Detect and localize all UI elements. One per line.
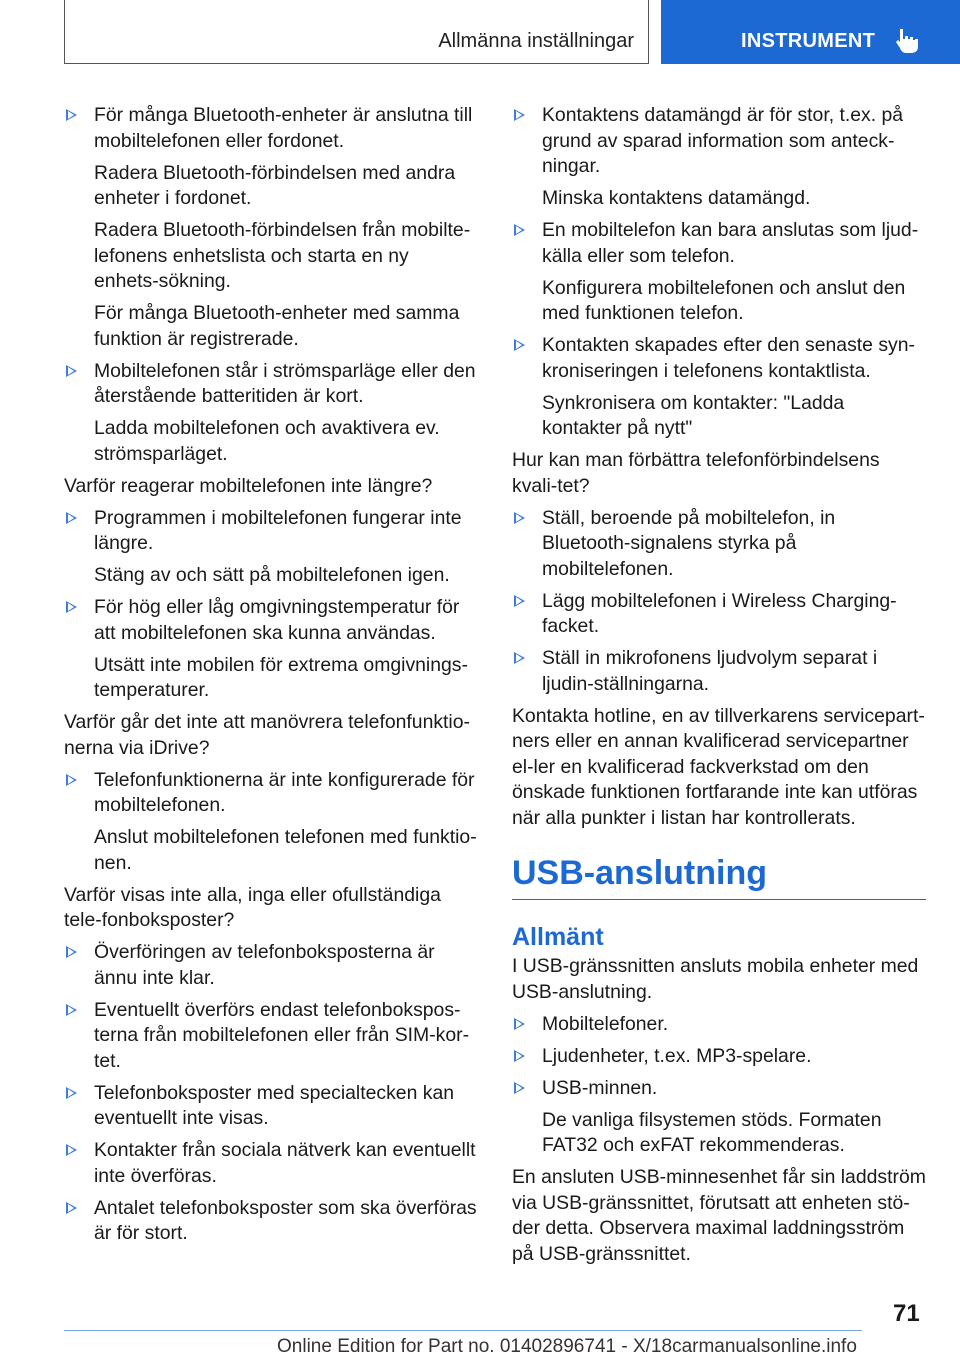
subsection-heading: Allmänt	[512, 923, 604, 951]
list-item-text: Kontakten skapades efter den senaste syn‐kroniseringen i telefonens kontaktlista.	[542, 334, 915, 382]
list-item-text: Ljudenheter, t.ex. MP3-spelare.	[542, 1044, 812, 1067]
list-item-text: Telefonboksposter med specialtecken kan eventuellt inte visas.	[94, 1081, 455, 1129]
paragraph: I USB-gränssnitten ansluts mobila enheter med USB-anslutning.	[512, 955, 919, 1003]
list-item-detail: Stäng av och sätt på mobiltelefonen igen.	[94, 564, 450, 586]
triangle-bullet-icon	[514, 1082, 525, 1094]
list-item-text: USB-minnen.	[542, 1076, 658, 1099]
paragraph: Varför reagerar mobiltelefonen inte längre?	[64, 474, 433, 497]
triangle-bullet-icon	[514, 512, 525, 524]
list-item-detail: Synkronisera om kontakter: "Ladda kontakter på nytt"	[542, 391, 845, 439]
footer-divider	[64, 1330, 862, 1331]
edition-text: Online Edition for Part no. 01402896741 - X/18	[277, 1336, 673, 1357]
list-item-text: Telefonfunktionerna är inte konfigurerade för mobiltelefonen.	[94, 768, 475, 816]
triangle-bullet-icon	[514, 1050, 525, 1062]
page-number: 71	[893, 1300, 920, 1327]
list-item-text: Överföringen av telefonboksposterna är ännu inte klar.	[94, 941, 435, 989]
list-item-text: Eventuellt överförs endast telefonbokspos‐terna från mobiltelefonen eller från SIM-kor‐tet.	[94, 998, 470, 1072]
list-item	[512, 1076, 926, 1102]
list-item	[512, 589, 926, 640]
triangle-bullet-icon	[66, 1144, 77, 1156]
section-label: Allmänna inställningar	[438, 30, 634, 52]
paragraph: Hur kan man förbättra telefonförbindelsens kvali‐tet?	[512, 449, 880, 497]
list-item	[64, 506, 478, 557]
list-item	[64, 940, 478, 991]
list-item	[64, 359, 478, 410]
list-item-detail: Utsätt inte mobilen för extrema omgivnings‐temperaturer.	[94, 653, 468, 701]
list-item	[512, 1044, 926, 1070]
list-item	[512, 646, 926, 697]
paragraph: Varför går det inte att manövrera telefonfunktio‐nerna via iDrive?	[64, 711, 470, 759]
watermark-text: carmanualsonline.info	[672, 1336, 857, 1357]
list-item-text: Lägg mobiltelefonen i Wireless Charging-facket.	[542, 589, 897, 637]
list-item-text: Ställ, beroende på mobiltelefon, in Bluetooth-signalens styrka på mobiltelefonen.	[542, 506, 836, 580]
list-item	[64, 1196, 478, 1247]
list-item	[64, 103, 478, 154]
triangle-bullet-icon	[514, 1018, 525, 1030]
header-section-tab	[64, 0, 649, 64]
section-heading: USB-anslutning	[512, 853, 926, 900]
list-item-detail: De vanliga filsystemen stöds. Formaten FAT32 och exFAT rekommenderas.	[542, 1108, 882, 1156]
header-chapter-tab	[661, 0, 960, 64]
list-item-text: För hög eller låg omgivningstemperatur för att mobiltelefonen ska kunna användas.	[94, 596, 460, 644]
list-item-detail: Radera Bluetooth-förbindelsen från mobilte‐lefonens enhetslista och starta en ny enhets‐sökning.	[94, 219, 471, 292]
paragraph: En ansluten USB-minnesenhet får sin laddström via USB-gränssnittet, förutsatt att enheten stö‐der detta. Observera maximal laddningsström på USB-gränssnittet.	[512, 1166, 926, 1265]
list-item-text: Kontakter från sociala nätverk kan eventuellt inte överföras.	[94, 1139, 476, 1187]
triangle-bullet-icon	[514, 652, 525, 664]
triangle-bullet-icon	[514, 339, 525, 351]
paragraph: Varför visas inte alla, inga eller ofullständiga tele‐fonboksposter?	[64, 883, 441, 931]
triangle-bullet-icon	[514, 595, 525, 607]
chapter-label: INSTRUMENT	[741, 30, 876, 52]
footer-edition-text	[277, 1336, 857, 1358]
left-column	[64, 103, 478, 1253]
triangle-bullet-icon	[66, 1087, 77, 1099]
triangle-bullet-icon	[66, 1004, 77, 1016]
list-item-text: Programmen i mobiltelefonen fungerar inte längre.	[94, 506, 462, 554]
triangle-bullet-icon	[66, 365, 77, 377]
triangle-bullet-icon	[514, 109, 525, 121]
list-item	[64, 1138, 478, 1189]
list-item	[512, 506, 926, 583]
list-item	[512, 218, 926, 269]
list-item-detail: Ladda mobiltelefonen och avaktivera ev. strömsparläget.	[94, 417, 440, 465]
list-item	[64, 998, 478, 1075]
triangle-bullet-icon	[66, 512, 77, 524]
list-item-text: Kontaktens datamängd är för stor, t.ex. på grund av sparad information som anteck‐ningar.	[542, 104, 904, 177]
triangle-bullet-icon	[66, 774, 77, 786]
paragraph: Kontakta hotline, en av tillverkarens servicepart‐ners eller en annan kvalificerad servicepartner el‐ler en kvalificerad fackverkstad om den önskade funktionen fortfarande inte kan utföras när alla punkter i listan har kontrollerats.	[512, 704, 925, 829]
list-item-text: En mobiltelefon kan bara anslutas som ljud‐källa eller som telefon.	[542, 219, 919, 267]
list-item-text: För många Bluetooth-enheter är anslutna till mobiltelefonen eller fordonet.	[94, 104, 473, 152]
list-item	[64, 1081, 478, 1132]
list-item-detail: Minska kontaktens datamängd.	[542, 187, 811, 209]
triangle-bullet-icon	[66, 109, 77, 121]
triangle-bullet-icon	[66, 946, 77, 958]
list-item	[512, 103, 926, 180]
list-item	[64, 768, 478, 819]
list-item-detail: Radera Bluetooth-förbindelsen med andra enheter i fordonet.	[94, 161, 456, 209]
list-item-detail: Konfigurera mobiltelefonen och anslut den med funktionen telefon.	[542, 276, 906, 324]
list-item-text: Mobiltelefoner.	[542, 1012, 669, 1035]
list-item	[512, 333, 926, 384]
list-item	[64, 595, 478, 646]
triangle-bullet-icon	[66, 1202, 77, 1214]
list-item-text: Mobiltelefonen står i strömsparläge eller den återstående batteritiden är kort.	[94, 359, 476, 407]
list-item-detail: Anslut mobiltelefonen telefonen med funktio‐nen.	[94, 826, 477, 874]
triangle-bullet-icon	[66, 601, 77, 613]
list-item-detail: För många Bluetooth-enheter med samma funktion är registrerade.	[94, 302, 460, 350]
list-item	[512, 1012, 926, 1038]
hand-pointer-icon	[893, 26, 921, 54]
list-item-text: Antalet telefonboksposter som ska överföras är för stort.	[94, 1196, 477, 1244]
list-item-text: Ställ in mikrofonens ljudvolym separat i ljudin‐ställningarna.	[542, 647, 878, 695]
triangle-bullet-icon	[514, 224, 525, 236]
right-column	[512, 103, 926, 1274]
